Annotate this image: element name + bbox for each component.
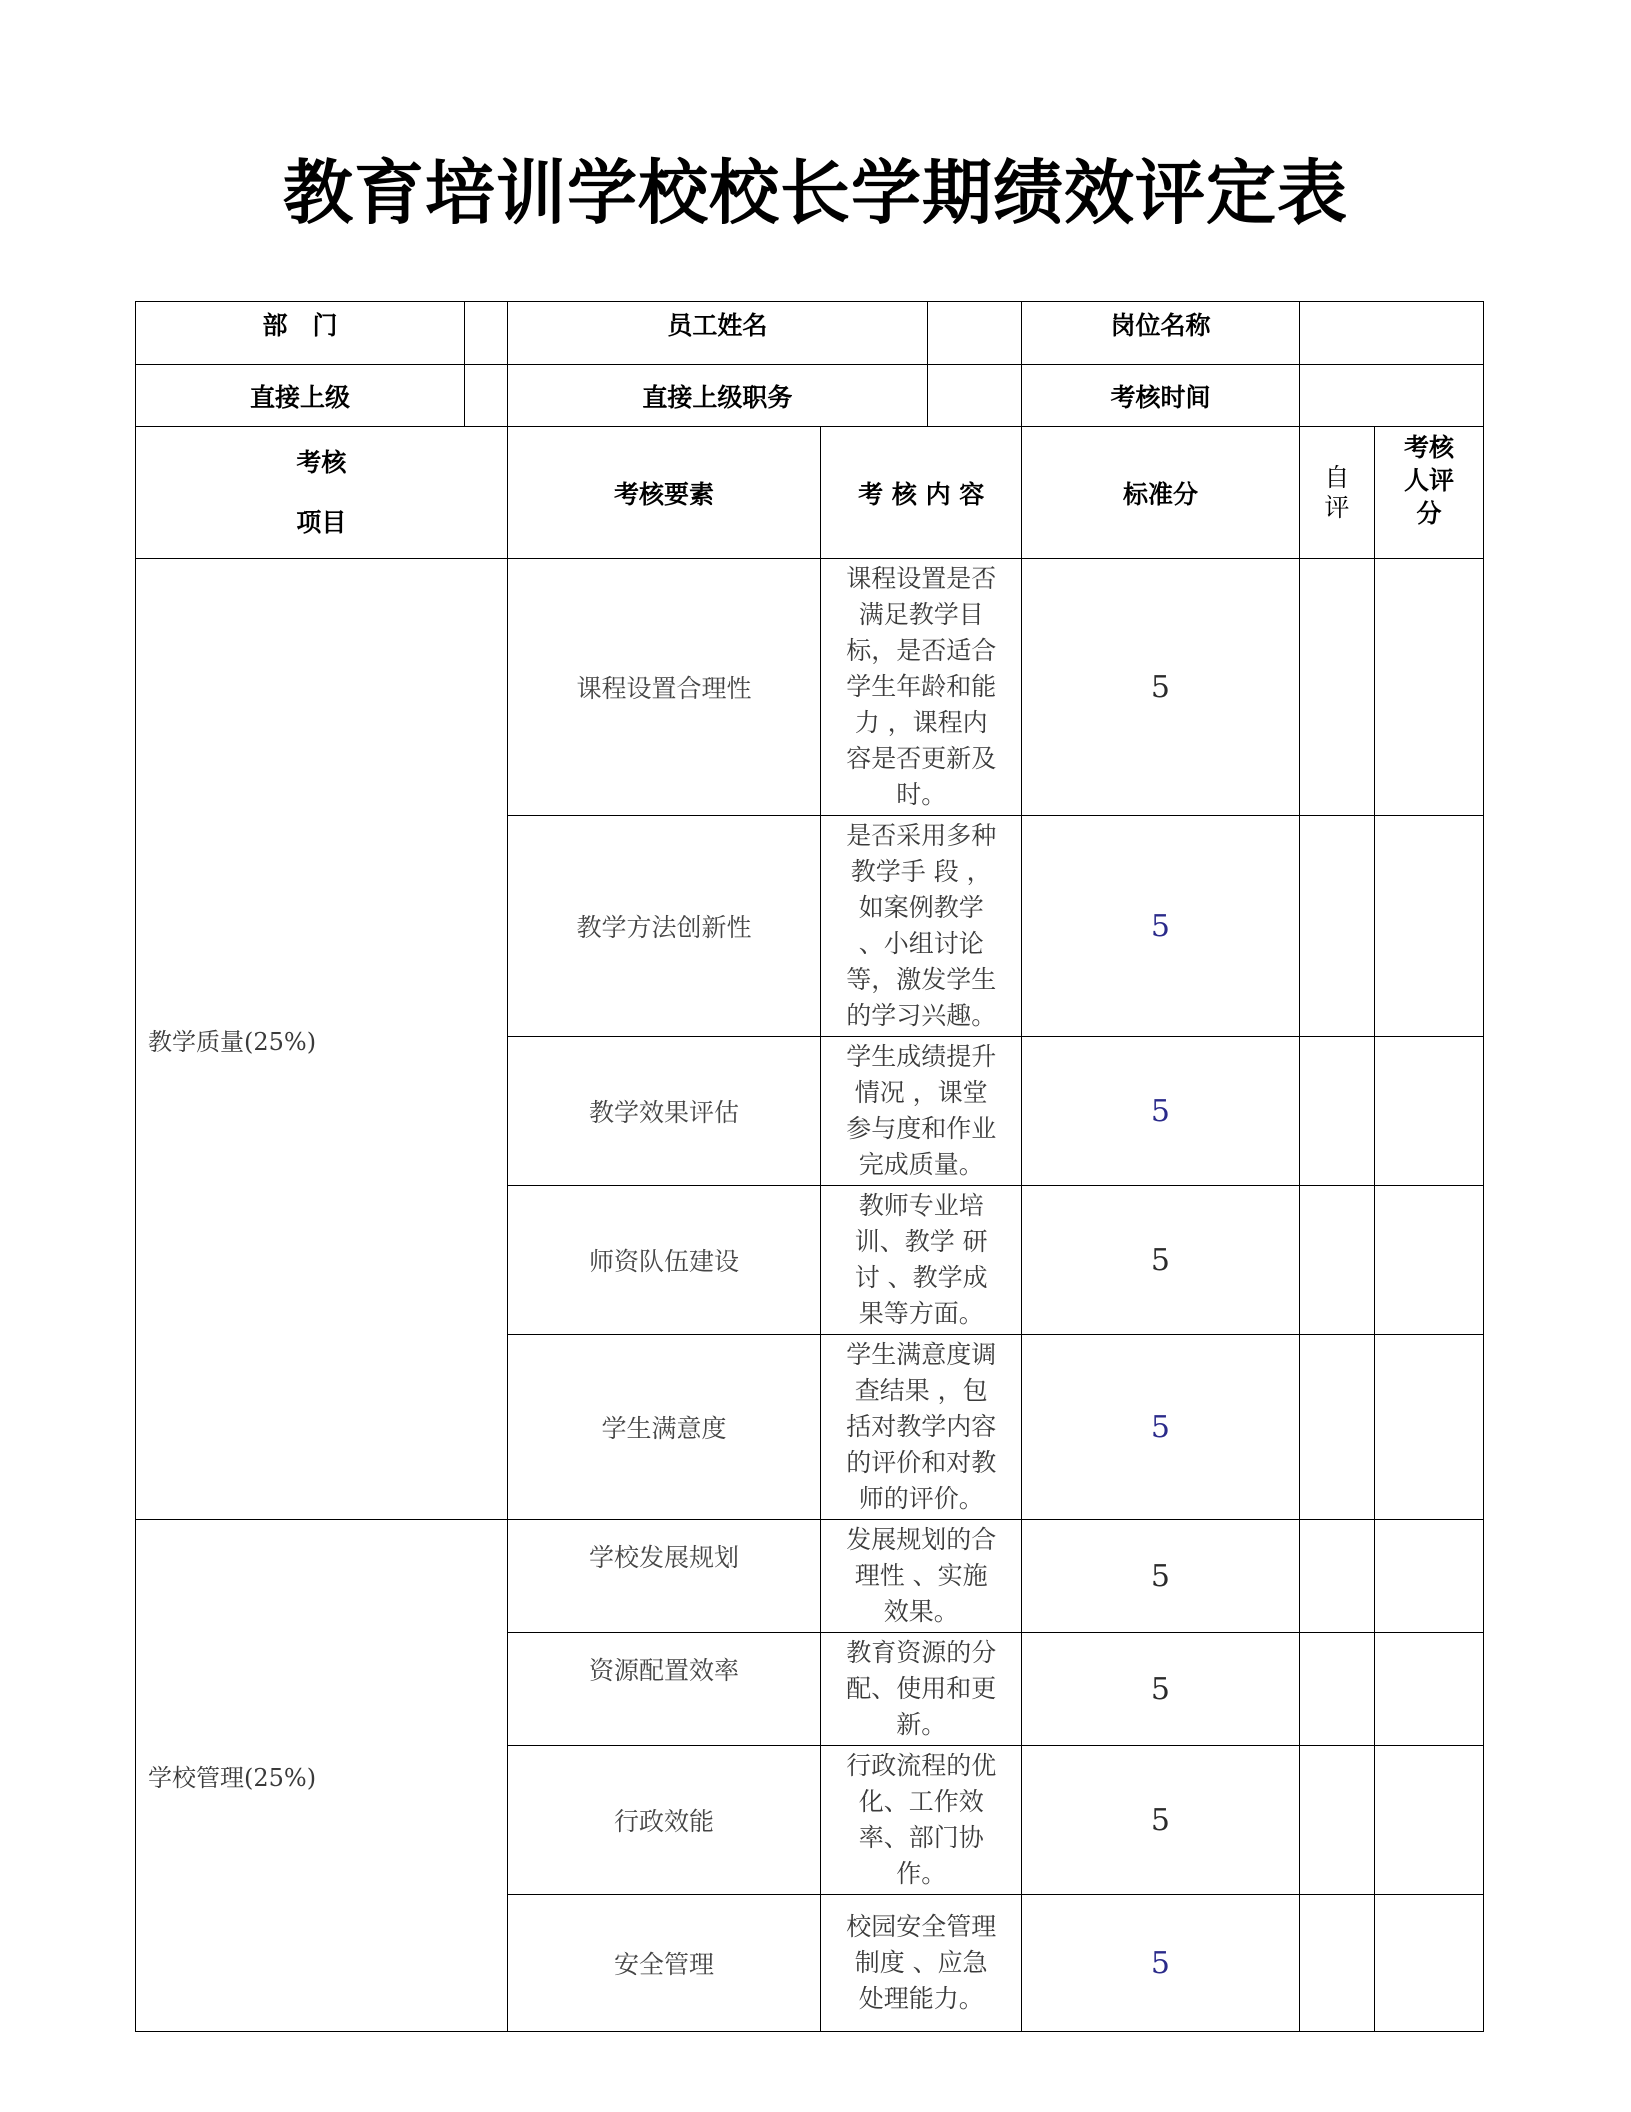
info-row-2 [136,365,1484,427]
content-cell: 教师专业培训、教学 研 讨 、教学成果等方面。 [821,1186,1022,1335]
factor-cell: 行政效能 [507,1746,820,1895]
assessor-score-field[interactable] [1374,1746,1483,1895]
content-cell: 教育资源的分配、使用和更新。 [821,1633,1022,1746]
content-cell: 学生满意度调查结果 ，包括对教学内容的评价和对教师的评价。 [821,1335,1022,1520]
name-label: 员工姓名 [507,302,927,365]
col-assessor-line2: 人评 [1403,466,1454,495]
category-cell: 学校管理(25%) [136,1520,508,2032]
self-score-field[interactable] [1299,559,1374,816]
name-value-field[interactable] [927,302,1021,365]
col-self [1299,427,1374,559]
superior-title-label: 直接上级职务 [507,365,927,427]
factor-cell: 课程设置合理性 [507,559,820,816]
assessor-score-field[interactable] [1374,816,1483,1037]
page-title: 教育培训学校校长学期绩效评定表 [283,152,1348,234]
self-score-field[interactable] [1299,1895,1374,2032]
factor-cell: 学生满意度 [507,1335,820,1520]
exam-time-value-field[interactable] [1299,365,1483,427]
col-self-line1: 自 [1324,462,1350,492]
col-standard: 标准分 [1022,427,1299,559]
superior-value-field[interactable] [465,365,508,427]
self-score-field[interactable] [1299,1037,1374,1186]
assessor-score-field[interactable] [1374,1633,1483,1746]
self-score-field[interactable] [1299,1186,1374,1335]
factor-cell: 学校发展规划 [507,1520,820,1633]
factor-cell: 师资队伍建设 [507,1186,820,1335]
assessor-score-field[interactable] [1374,1895,1483,2032]
info-row-1 [136,302,1484,365]
col-assessor-line3: 分 [1416,499,1442,528]
col-factor: 考核要素 [507,427,820,559]
content-cell: 发展规划的合理性 、实施效果。 [821,1520,1022,1633]
score-cell: 5 [1022,816,1299,1037]
assessor-score-field[interactable] [1374,559,1483,816]
assessor-score-field[interactable] [1374,1037,1483,1186]
superior-title-value-field[interactable] [927,365,1021,427]
self-score-field[interactable] [1299,816,1374,1037]
column-header-row [136,427,1484,559]
factor-cell: 教学效果评估 [507,1037,820,1186]
table-row [136,1520,1484,1633]
score-cell: 5 [1022,1335,1299,1520]
col-content: 考 核 内 容 [821,427,1022,559]
assessor-score-field[interactable] [1374,1186,1483,1335]
dept-value-field[interactable] [465,302,508,365]
col-self-line2: 评 [1324,492,1350,522]
score-cell: 5 [1022,1520,1299,1633]
self-score-field[interactable] [1299,1746,1374,1895]
score-cell: 5 [1022,1633,1299,1746]
col-item-line2: 项目 [296,507,347,537]
score-cell: 5 [1022,1186,1299,1335]
table-row [136,559,1484,816]
factor-cell: 教学方法创新性 [507,816,820,1037]
col-assessor-line1: 考核 [1403,433,1454,462]
content-cell: 校园安全管理制度 、应急处理能力。 [821,1895,1022,2032]
exam-time-label: 考核时间 [1022,365,1299,427]
factor-cell: 资源配置效率 [507,1633,820,1746]
self-score-field[interactable] [1299,1520,1374,1633]
col-item [136,427,508,559]
score-cell: 5 [1022,1746,1299,1895]
superior-label: 直接上级 [136,365,465,427]
content-cell: 是否采用多种教学手 段 ，如案例教学 、小组讨论等，激发学生的学习兴趣。 [821,816,1022,1037]
content-cell: 学生成绩提升情况 ，课堂参与度和作业完成质量。 [821,1037,1022,1186]
assessor-score-field[interactable] [1374,1520,1483,1633]
col-item-line1: 考核 [296,447,347,477]
evaluation-table [135,301,1484,2032]
position-value-field[interactable] [1299,302,1483,365]
content-cell: 行政流程的优化、工作效率、部门协作。 [821,1746,1022,1895]
position-label: 岗位名称 [1022,302,1299,365]
dept-label: 部 门 [136,302,465,365]
category-cell: 教学质量(25%) [136,559,508,1520]
score-cell: 5 [1022,1895,1299,2032]
assessor-score-field[interactable] [1374,1335,1483,1520]
content-cell: 课程设置是否满足教学目标，是否适合学生年龄和能力 ，课程内容是否更新及时。 [821,559,1022,816]
score-cell: 5 [1022,1037,1299,1186]
col-assessor [1374,427,1483,559]
self-score-field[interactable] [1299,1335,1374,1520]
score-cell: 5 [1022,559,1299,816]
self-score-field[interactable] [1299,1633,1374,1746]
factor-cell: 安全管理 [507,1895,820,2032]
